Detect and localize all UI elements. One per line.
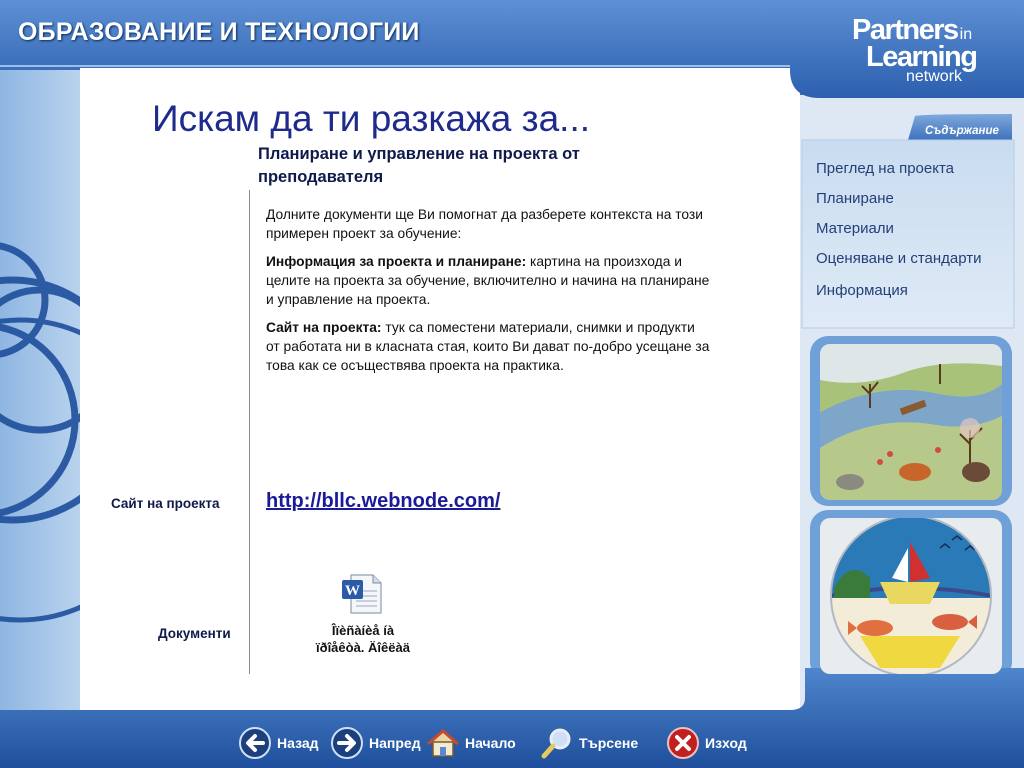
toc-item-materials[interactable]: Материали bbox=[816, 220, 894, 237]
word-document-icon[interactable] bbox=[341, 573, 383, 615]
document-caption[interactable] bbox=[298, 622, 428, 656]
site-label: Сайт на проекта bbox=[111, 496, 220, 511]
intro-paragraph: Долните документи ще Ви помогнат да разберете контекста на този примерен проект за обучение: bbox=[266, 207, 703, 241]
home-button-label: Начало bbox=[465, 735, 516, 751]
close-icon bbox=[666, 726, 700, 760]
header-title: ОБРАЗОВАНИЕ И ТЕХНОЛОГИИ bbox=[18, 18, 420, 46]
svg-text:W: W bbox=[345, 583, 360, 599]
toc-item-assessment[interactable]: Оценяване и стандарти bbox=[816, 250, 982, 267]
home-icon bbox=[426, 726, 460, 760]
site-paragraph-bold: Сайт на проекта: bbox=[266, 320, 382, 335]
toc-item-information[interactable]: Информация bbox=[816, 282, 908, 299]
contents-tab[interactable]: Съдържание bbox=[925, 125, 999, 137]
exit-button-label: Изход bbox=[705, 735, 747, 751]
info-paragraph-text: картина на произхода и целите на проекта за обучение, включително и начина на планиране и управление на проекта. bbox=[266, 254, 710, 307]
column-divider bbox=[249, 190, 250, 674]
section-subtitle: Планиране и управление на проекта от преподавателя bbox=[258, 145, 580, 186]
back-button-label: Назад bbox=[277, 735, 319, 751]
search-button-label: Търсене bbox=[579, 735, 639, 751]
site-link[interactable]: http://bllc.webnode.com/ bbox=[266, 490, 501, 512]
site-paragraph bbox=[266, 318, 712, 375]
description-text bbox=[266, 205, 712, 384]
site-paragraph-text: тук са поместени материали, снимки и продукти от работата ни в класната стая, които Ви дават по-добро усещане за това как се осъществява проекта на практика. bbox=[266, 320, 710, 373]
back-button[interactable] bbox=[238, 725, 319, 761]
documents-label: Документи bbox=[158, 626, 231, 641]
info-paragraph-bold: Информация за проекта и планиране: bbox=[266, 254, 527, 269]
logo-line3: network bbox=[906, 68, 963, 85]
document-caption-line1: Îïèñàíèå íà bbox=[331, 623, 395, 638]
page-title: Искам да ти разкажа за... bbox=[152, 98, 591, 139]
logo-line1: Partners bbox=[852, 14, 958, 46]
arrow-right-icon bbox=[330, 726, 364, 760]
forward-button[interactable] bbox=[330, 725, 421, 761]
logo-line2: Learning bbox=[866, 41, 977, 73]
arrow-left-icon bbox=[238, 726, 272, 760]
toc-item-overview[interactable]: Преглед на проекта bbox=[816, 160, 955, 177]
exit-button[interactable] bbox=[666, 725, 747, 761]
search-button[interactable] bbox=[540, 725, 638, 761]
search-icon bbox=[540, 726, 574, 760]
info-paragraph bbox=[266, 252, 712, 309]
boat-and-fish-drawing-image bbox=[820, 518, 1002, 674]
document-caption-line2: ïðîåêòà. Äîêëàä bbox=[316, 640, 410, 655]
forward-button-label: Напред bbox=[369, 735, 421, 751]
logo-line1-small: in bbox=[959, 26, 973, 43]
home-button[interactable] bbox=[426, 725, 516, 761]
toc-item-planning[interactable]: Планиране bbox=[816, 190, 894, 207]
landscape-drawing-image bbox=[820, 344, 1002, 500]
